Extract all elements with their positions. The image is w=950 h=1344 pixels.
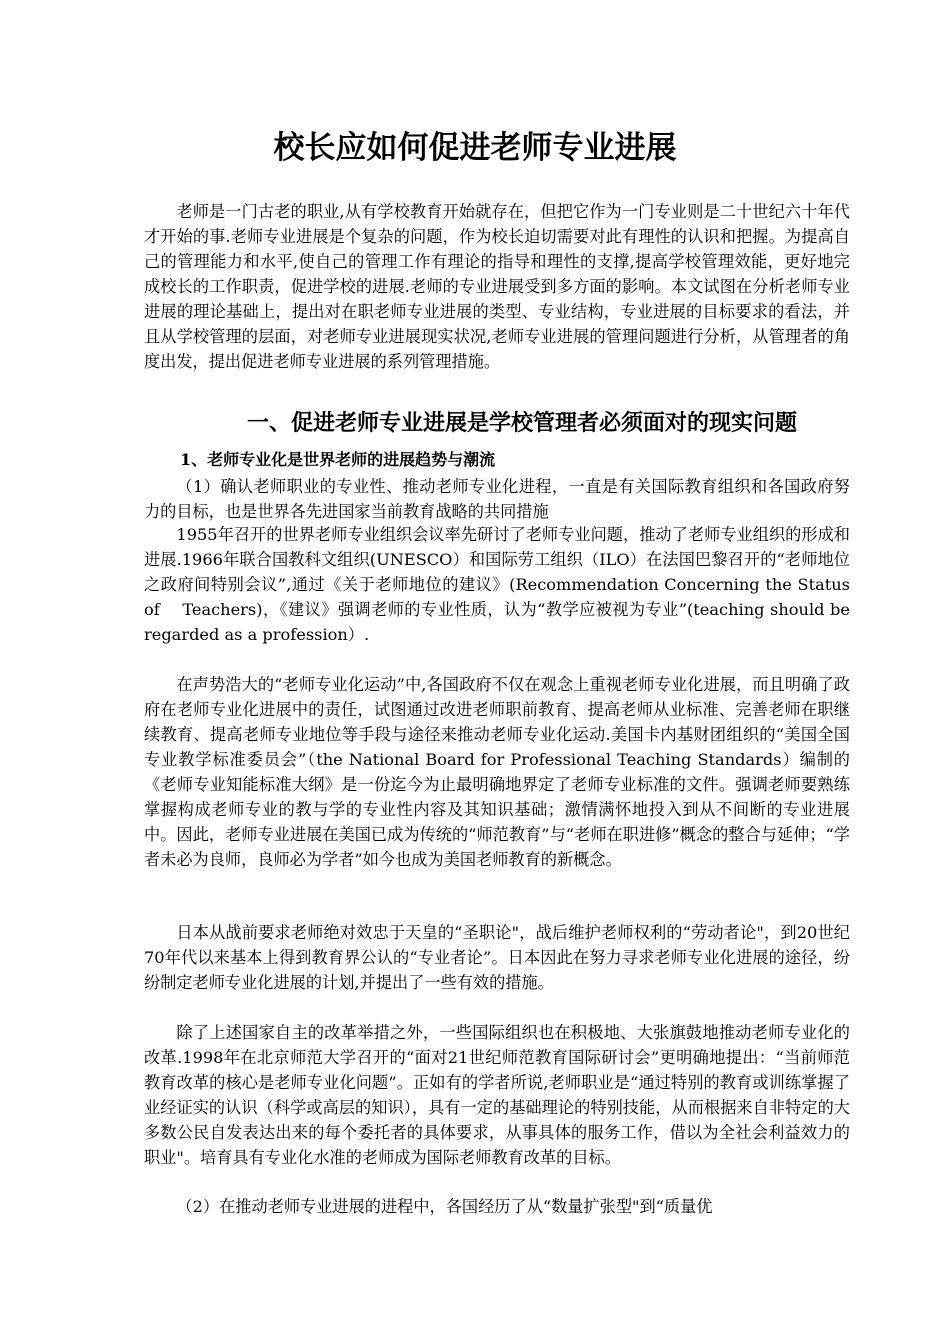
paragraph-1: （1）确认老师职业的专业性、推动老师专业化进程，一直是有关国际教育组织和各国政府努力的目标，也是世界各先进国家当前教育战略的共同措施	[144, 477, 850, 521]
intro-paragraph: 老师是一门古老的职业,从有学校教育开始就存在，但把它作为一门专业则是二十世纪六十年代才开始的事.老师专业进展是个复杂的问题，作为校长迫切需要对此有理性的认识和把握。为提高自己的管理能力和水平,使自己的管理工作有理论的指导和理性的支撑,提高学校管理效能，更好地完成校长的工作职责，促进学校的进展.老师的专业进展受到多方面的影响。本文试图在分析老师专业进展的理论基础上，提出对在职老师专业进展的类型、专业结构，专业进展的目标要求的看法，并且从学校管理的层面，对老师专业进展现实状况,老师专业进展的管理问题进行分析，从管理者的角度出发，提出促进老师专业进展的系列管理措施。	[144, 202, 850, 371]
paragraph-3: 在声势浩大的“老师专业化运动”中,各国政府不仅在观念上重视老师专业化进展，而且明确了政府在老师专业化进展中的责任，试图通过改进老师职前教育、提高老师从业标准、完善老师在职继续教育、提高老师专业地位等手段与途径来推动老师专业化运动.美国卡内基财团组织的“美国全国专业教学标准委员会”（the National Board for Professional Teaching Standards）编制的《老师专业知能标准大纲》是一份迄今为止最明确地界定了老师专业标准的文件。强调老师要熟练掌握构成老师专业的教与学的专业性内容及其知识基础；激情满怀地投入到从不间断的专业进展中。因此，老师专业进展在美国已成为传统的“师范教育”与“老师在职进修”概念的整合与延伸；“学者未必为良师，良师必为学者”如今也成为美国老师教育的新概念。	[144, 675, 850, 869]
paragraph-4: 日本从战前要求老师绝对效忠于天皇的“圣职论"，战后维护老师权利的“劳动者论"，到20世纪70年代以来基本上得到教育界公认的“专业者论”。日本因此在努力寻求老师专业化进展的途径，纷纷制定老师专业化进展的计划,并提出了一些有效的措施。	[144, 923, 850, 992]
paragraph-5: 除了上述国家自主的改革举措之外，一些国际组织也在积极地、大张旗鼓地推动老师专业化的改革.1998年在北京师范大学召开的“面对21世纪师范教育国际研讨会”更明确地提出：“当前师范教育改革的核心是老师专业化问题”。正如有的学者所说,老师职业是“通过特别的教育或训练掌握了业经证实的认识（科学或高层的知识），具有一定的基础理论的特别技能，从而根据来自非特定的大多数公民自发表达出来的每个委托者的具体要求，从事具体的服务工作，借以为全社会利益效力的职业"。培育具有专业化水准的老师成为国际老师教育改革的目标。	[144, 1023, 850, 1167]
paragraph-6: （2）在推动老师专业进展的进程中，各国经历了从“数量扩张型"到“质量优	[176, 1197, 713, 1216]
document-title: 校长应如何促进老师专业进展	[273, 130, 677, 166]
subsection-heading: 1、老师专业化是世界老师的进展趋势与潮流	[180, 450, 496, 469]
section-heading: 一、促进老师专业进展是学校管理者必须面对的现实问题	[246, 410, 797, 436]
paragraph-2: 1955年召开的世界老师专业组织会议率先研讨了老师专业问题，推动了老师专业组织的形成和进展.1966年联合国教科文组织(UNESCO）和国际劳工组织（ILO）在法国巴黎召开的“老师地位之政府间特别会议”,通过《关于老师地位的建议》(Recommendation Concerning the Status of Teachers)，《建议》强调老师的专业性质，认为“教学应被视为专业”(teaching should be regarded as a profession）.	[144, 525, 850, 644]
